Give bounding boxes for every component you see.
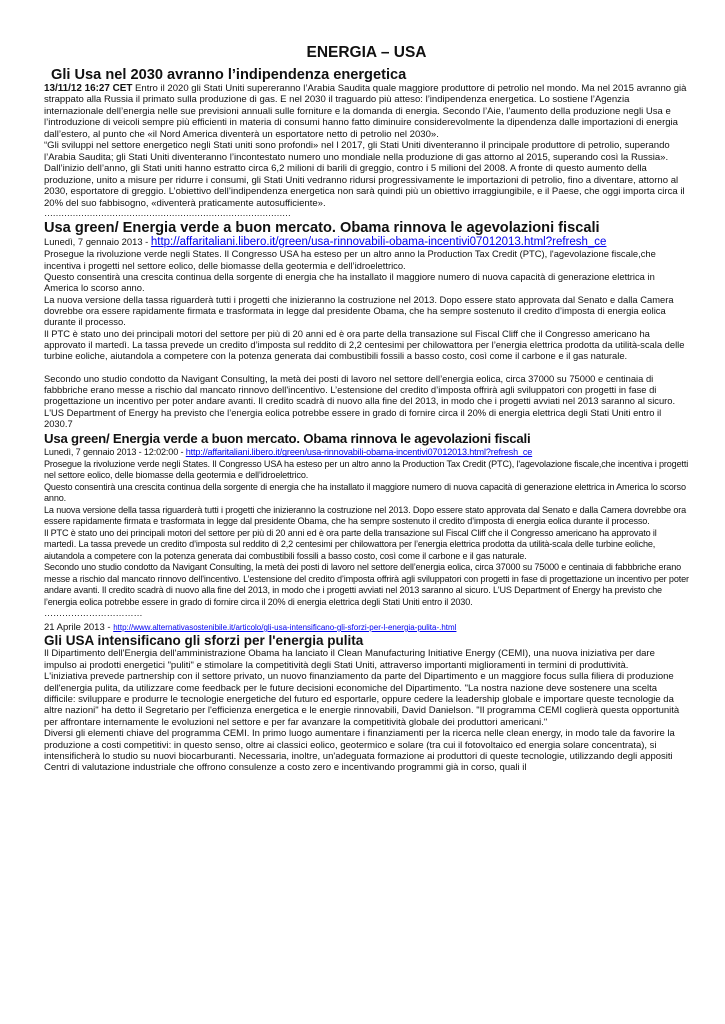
separator: ……………………………………………………………………………: [44, 208, 291, 218]
article-2-paragraph-1: Prosegue la rivoluzione verde negli States. Il Congresso USA ha esteso per un altro anno la Production Tax Credit (PTC), l'agevolazione fiscale,che incentiva i progetti nel settore eolico, delle biomasse della geotermia e dell’idroelettrico.: [44, 248, 656, 271]
spacer: [44, 362, 689, 373]
article-1-paragraph-3: Dall’inizio dell’anno, gli Stati uniti hanno estratto circa 6,2 milioni di barili di greggio, contro i 5 milioni del 2008. A fronte di questo aumento della produzione, unito a misure per ridurre i consumi, gli Stati Uniti vedranno ridursi progressivamente le importazioni di petrolio, fino a diventare, attorno al 2030, esportatore di greggio. L’obiettivo dell’indipendenza energetica non sarà quindi più un obiettivo irraggiungibile, e il Paese, che oggi importa circa il 20% del suo fabbisogno, «diventerà praticamente autosufficiente».: [44, 163, 685, 209]
article-3-date: Lunedì, 7 gennaio 2013 - 12:02:00 -: [44, 447, 184, 458]
article-4-paragraph-1: Il Dipartimento dell'Energia dell'amministrazione Obama ha lanciato il Clean Manufacturing Initiative Energy (CEMI), una nuova iniziativa per dare impulso ai prodotti energetici "puliti" e stimolare la competitività degli Stati Uniti, attraverso importanti miglioramenti in termini di produttività.: [44, 648, 655, 671]
article-2-title: Usa green/ Energia verde a buon mercato. Obama rinnova le agevolazioni fiscali: [44, 219, 600, 236]
article-1-paragraph-2: “Gli sviluppi nel settore energetico negli Stati uniti sono profondi» nel l 2017, gli Stati Uniti diventeranno il principale produttore di petrolio, superando l’Arabia Saudita; gli Stati Uniti diventeranno l’incontestato numero uno mondiale nella produzione di gas attorno al 2015, superando così la Russia».: [44, 140, 670, 163]
separator: ……………………………: [44, 608, 143, 619]
article-2-paragraph-5: Secondo uno studio condotto da Navigant Consulting, la metà dei posti di lavoro nel settore dell’energia eolica, circa 37000 su 75000 e centinaia di fabbbriche erano messe a rischio dal mancato rinnovo dell'incentivo. L’estensione del credito d’imposta offrirà agli sviluppatori con progetti in fase di progettazione un incentivo per poter andare avanti. Il credito scadrà di nuovo alla fine del 2013, in modo che i progetti avviati nel 2013 saranno al sicuro. L'US Department of Energy ha previsto che l’energia eolica potrebbe essere in grado di fornire circa il 20% di energia elettrica degli Stati Uniti entro il 2030.7: [44, 372, 676, 430]
article-2-link[interactable]: http://affaritaliani.libero.it/green/usa-rinnovabili-obama-incentivi07012013.html?refresh_ce: [150, 235, 607, 248]
article-4-link[interactable]: http://www.alternativasostenibile.it/articolo/gli-usa-intensificano-gli-sforzi-per-l-energia-pulita-.html: [113, 622, 457, 632]
article-4-paragraph-2: L'iniziativa prevede partnership con il settore privato, un nuovo finanziamento da parte del Dipartimento e un maggiore focus sulla filiera di produzione dell'energia pulita, da utilizzare come feedback per le future decisioni economiche del Dipartimento. "La nostra nazione deve sostenere una scelta difficile: sviluppare e produrre le tecnologie energetiche del futuro ed esportarle, oppure cedere la leadership globale e importare queste tecnologie da altre nazioni" ha detto il Segretario per l'efficienza energetica e le energie rinnovabili, David Danielson. "Il programma CEMI coglierà questa opportunità per affrontare internamente le evoluzioni nel settore e per far avanzare la competitività globale dei produttori americani.": [44, 671, 680, 728]
article-1-body-1: [44, 83, 689, 140]
article-3-paragraph-5: Secondo uno studio condotto da Navigant Consulting, la metà dei posti di lavoro nel settore dell’energia eolica, circa 37000 su 75000 e centinaia di fabbbriche erano messe a rischio dal mancato rinnovo dell'incentivo. L’estensione del credito d’imposta offrirà agli sviluppatori con progetti in fase di progettazione un incentivo per poter andare avanti. Il credito scadrà di nuovo alla fine del 2013, in modo che i progetti avviati nel 2013 saranno al sicuro. L'US Department of Energy ha previsto che l’energia eolica potrebbe essere in grado di fornire circa il 20% di energia elettrica degli Stati Uniti entro il 2030.: [44, 562, 689, 607]
article-1-title: Gli Usa nel 2030 avranno l’indipendenza energetica: [51, 67, 407, 83]
article-1-paragraph-1: Entro il 2020 gli Stati Uniti supereranno l’Arabia Saudita quale maggiore produttore di petrolio nel mondo. Ma nel 2015 avranno già strappato alla Russia il primato sulla produzione di gas. E nel 2030 il traguardo più atteso: l’indipendenza energetica. Lo sostiene l’Agenzia internazionale dell’energia nelle sue previsioni annuali sulle forniture e la domanda di energia. Secondo l’Aie, l’aumento della produzione negli Usa e l’introduzione di veicoli sempre più efficienti in materia di consumi hanno fatto diminuire considerevolmente la dipendenza dalle importazioni di energia dall’estero, al punto che «il Nord America diventerà un esportatore netto di petrolio nel 2030».: [44, 83, 687, 140]
article-4-title: Gli USA intensificano gli sforzi per l'energia pulita: [44, 633, 364, 649]
article-4-paragraph-3: Diversi gli elementi chiave del programma CEMI. In primo luogo aumentare i finanziamenti per la ricerca nelle clean energy, in modo tale da favorire la produzione a costi competitivi: in questo senso, oltre ai classici eolico, geotermico e solare (tra cui il fotovoltaico ed energia solare concentrata), si intensificherà lo studio su nuovi biocarburanti. Necessaria, inoltre, un'adeguata formazione ai produttori di queste tecnologie, utilizzando degli appositi Centri di valutazione industriale che offrono consulenze a costo zero e incentivando programmi già in corso, quali il: [44, 728, 675, 774]
article-3-paragraph-1: Prosegue la rivoluzione verde negli States. Il Congresso USA ha esteso per un altro anno la Production Tax Credit (PTC), l'agevolazione fiscale,che incentiva i progetti nel settore eolico, delle biomasse della geotermia e dell’idroelettrico.: [44, 458, 689, 481]
article-3-paragraph-2: Questo consentirà una crescita continua della sorgente di energia che ha installato il maggiore numero di nuova capacità di generazione elettrica in America lo scorso anno.: [44, 481, 686, 504]
article-2-paragraph-3: La nuova versione della tassa riguarderà tutti i progetti che inizieranno la costruzione nel 2013. Dopo essere stato approvata dal Senato e dalla Camera dovrebbe ora essere rapidamente firmata e trasformata in legge dal presidente Obama, che ha sempre sostenuto il credito d’imposta di energia eolica durante il processo.: [44, 293, 674, 328]
article-3-meta: [44, 447, 689, 459]
article-1: [44, 67, 689, 218]
article-4: [44, 622, 689, 774]
article-2-meta: [44, 236, 689, 248]
article-4-date: 21 Aprile 2013 -: [44, 621, 111, 633]
document-title: ENERGIA – USA: [306, 44, 427, 61]
article-2-paragraph-2: Questo consentirà una crescita continua della sorgente di energia che ha installato il maggiore numero di nuova capacità di generazione elettrica in America lo scorso anno.: [44, 271, 655, 294]
article-1-date: 13/11/12 16:27 CET: [44, 83, 133, 94]
article-2: [44, 220, 689, 430]
article-2-paragraph-4: Il PTC è stato uno dei principali motori del settore per più di 20 anni ed è ora parte della transazione sul Fiscal Cliff che il Congresso americano ha approvato il martedì. La tassa prevede un credito d’imposta sul reddito di 2,2 centesimi per chilowattora per l’energia elettrica prodotta da utilità-scala delle turbine eoliche, aiutandola a competere con la potenza generata dai combustibili fossili a basso costo, così come il carbone e il gas naturale.: [44, 327, 685, 362]
article-3-title: Usa green/ Energia verde a buon mercato. Obama rinnova le agevolazioni fiscali: [44, 431, 531, 447]
article-3-link[interactable]: http://affaritaliani.libero.it/green/usa-rinnovabili-obama-incentivi07012013.html?refresh_ce: [185, 447, 533, 458]
article-3-paragraph-4: Il PTC è stato uno dei principali motori del settore per più di 20 anni ed è ora parte della transazione sul Fiscal Cliff che il Congresso americano ha approvato il martedì. La tassa prevede un credito d’imposta sul reddito di 2,2 centesimi per chilowattora per l’energia elettrica prodotta da utilità-scala delle turbine eoliche, aiutandola a competere con la potenza generata dai combustibili fossili a basso costo, così come il carbone e il gas naturale.: [44, 527, 657, 561]
article-4-meta: [44, 622, 689, 633]
article-3-paragraph-3: La nuova versione della tassa riguarderà tutti i progetti che inizieranno la costruzione nel 2013. Dopo essere stato approvata dal Senato e dalla Camera dovrebbe ora essere rapidamente firmata e trasformata in legge dal presidente Obama, che ha sempre sostenuto il credito d’imposta di energia eolica durante il processo.: [44, 504, 687, 527]
article-2-date: Lunedì, 7 gennaio 2013 -: [44, 235, 149, 247]
article-3: [44, 431, 689, 620]
